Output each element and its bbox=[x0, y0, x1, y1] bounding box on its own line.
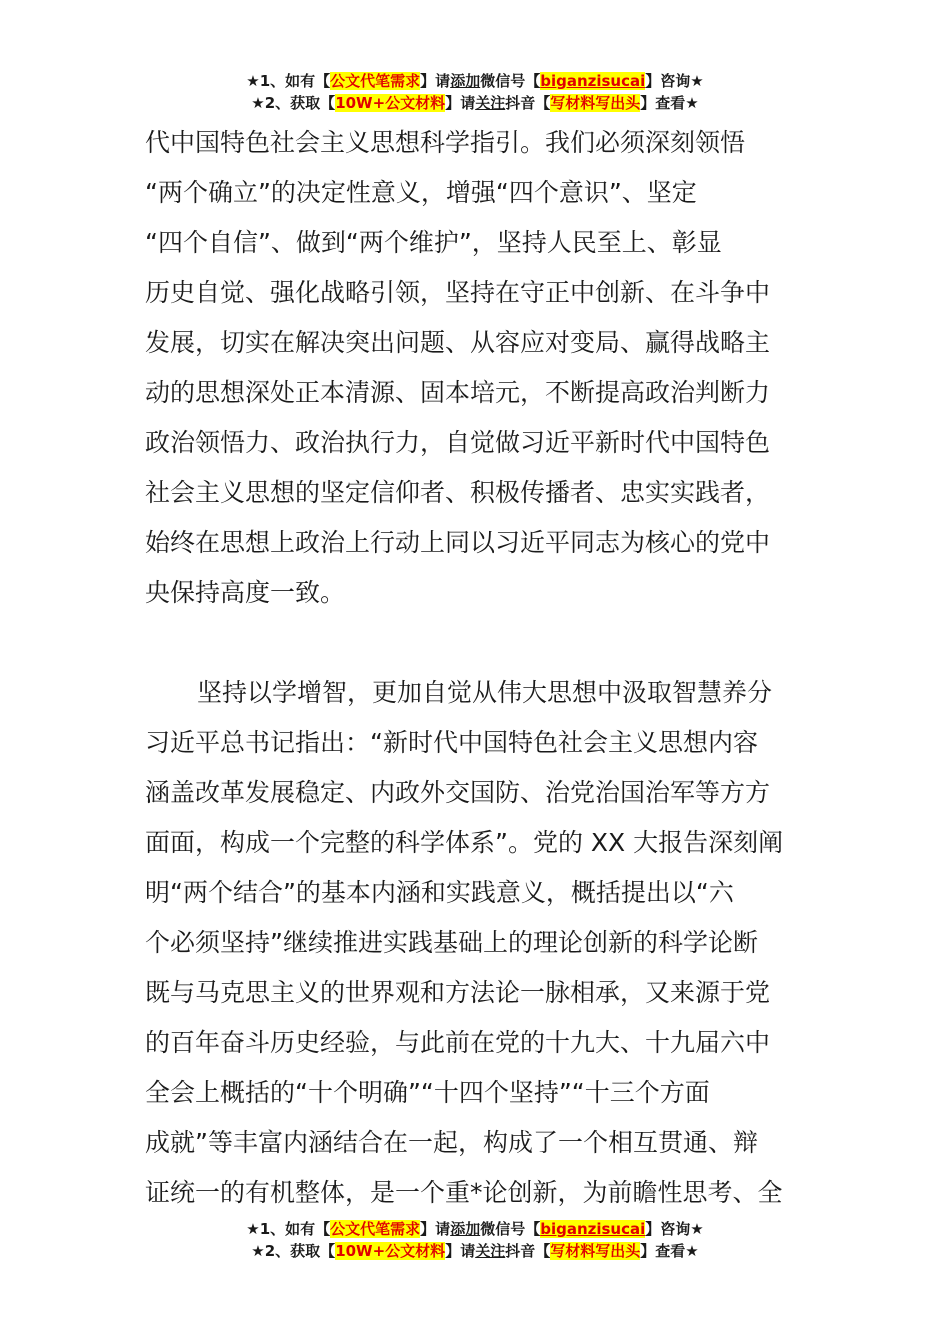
wechat-id: biganzisucai bbox=[540, 72, 646, 90]
text-line: 社会主义思想的坚定信仰者、积极传播者、忠实实践者， bbox=[145, 478, 771, 507]
text-line: 成就”等丰富内涵结合在一起，构成了一个相互贯通、辩 bbox=[145, 1128, 758, 1157]
text-line: 面面，构成一个完整的科学体系”。党的 XX 大报告深刻阐 bbox=[145, 828, 784, 857]
text-line: 涵盖改革发展稳定、内政外交国防、治党治国治军等方方 bbox=[145, 778, 771, 807]
douyin-account: 写材料写出头 bbox=[550, 1242, 641, 1260]
header-banner bbox=[0, 70, 950, 114]
banner-text: 】咨询★ bbox=[645, 1220, 704, 1238]
banner-text: 微信号【 bbox=[480, 1220, 541, 1238]
text-line: 的百年奋斗历史经验，与此前在党的十九大、十九届六中 bbox=[145, 1028, 771, 1057]
banner-text: ★1、如有【 bbox=[246, 1220, 331, 1238]
banner-text: 】咨询★ bbox=[645, 72, 704, 90]
wechat-id: biganzisucai bbox=[540, 1220, 646, 1238]
highlight-service: 公文代笔需求 bbox=[330, 72, 421, 90]
text-line: 始终在思想上政治上行动上同以习近平同志为核心的党中 bbox=[145, 528, 771, 557]
text-line: “四个自信”、做到“两个维护”，坚持人民至上、彰显 bbox=[145, 228, 722, 257]
banner-text: 抖音【 bbox=[505, 94, 551, 112]
highlight-service: 公文代笔需求 bbox=[330, 1220, 421, 1238]
text-line: 动的思想深处正本清源、固本培元，不断提高政治判断力 bbox=[145, 378, 771, 407]
banner-underlined-text: 关注 bbox=[475, 1242, 506, 1260]
text-line: 既与马克思主义的世界观和方法论一脉相承，又来源于党 bbox=[145, 978, 771, 1007]
text-line: 坚持以学增智，更加自觉从伟大思想中汲取智慧养分 bbox=[197, 678, 773, 707]
text-line: 央保持高度一致。 bbox=[145, 578, 346, 607]
banner-underlined-text: 添加 bbox=[450, 1220, 481, 1238]
paragraph-1 bbox=[145, 118, 815, 618]
text-line: “两个确立”的决定性意义，增强“四个意识”、坚定 bbox=[145, 178, 697, 207]
banner-line-2 bbox=[0, 1240, 950, 1262]
text-line: 政治领悟力、政治执行力，自觉做习近平新时代中国特色 bbox=[145, 428, 771, 457]
banner-text: 】查看★ bbox=[640, 1242, 699, 1260]
text-line: 明“两个结合”的基本内涵和实践意义，概括提出以“六 bbox=[145, 878, 734, 907]
banner-text: 】请 bbox=[445, 94, 476, 112]
paragraph-2 bbox=[145, 668, 815, 1218]
document-body bbox=[145, 118, 815, 1218]
banner-line-1 bbox=[0, 1218, 950, 1240]
banner-underlined-text: 添加 bbox=[450, 72, 481, 90]
text-line: 历史自觉、强化战略引领，坚持在守正中创新、在斗争中 bbox=[145, 278, 771, 307]
paragraph-spacer bbox=[145, 618, 815, 668]
banner-line-1 bbox=[0, 70, 950, 92]
douyin-account: 写材料写出头 bbox=[550, 94, 641, 112]
text-line: 全会上概括的“十个明确”“十四个坚持”“十三个方面 bbox=[145, 1078, 710, 1107]
text-line: 代中国特色社会主义思想科学指引。我们必须深刻领悟 bbox=[145, 128, 746, 157]
text-line: 习近平总书记指出：“新时代中国特色社会主义思想内容 bbox=[145, 728, 758, 757]
text-line: 证统一的有机整体，是一个重*论创新，为前瞻性思考、全 bbox=[145, 1178, 783, 1207]
banner-line-2 bbox=[0, 92, 950, 114]
highlight-materials: 10W+公文材料 bbox=[335, 1242, 446, 1260]
text-line: 发展，切实在解决突出问题、从容应对变局、赢得战略主 bbox=[145, 328, 771, 357]
banner-text: 】请 bbox=[445, 1242, 476, 1260]
banner-text: 】查看★ bbox=[640, 94, 699, 112]
text-line: 个必须坚持”继续推进实践基础上的理论创新的科学论断 bbox=[145, 928, 758, 957]
banner-text: 】请 bbox=[420, 1220, 451, 1238]
highlight-materials: 10W+公文材料 bbox=[335, 94, 446, 112]
footer-banner bbox=[0, 1218, 950, 1262]
banner-text: ★1、如有【 bbox=[246, 72, 331, 90]
banner-text: 抖音【 bbox=[505, 1242, 551, 1260]
banner-text: 微信号【 bbox=[480, 72, 541, 90]
banner-text: 】请 bbox=[420, 72, 451, 90]
banner-text: ★2、获取【 bbox=[251, 1242, 336, 1260]
banner-text: ★2、获取【 bbox=[251, 94, 336, 112]
banner-underlined-text: 关注 bbox=[475, 94, 506, 112]
